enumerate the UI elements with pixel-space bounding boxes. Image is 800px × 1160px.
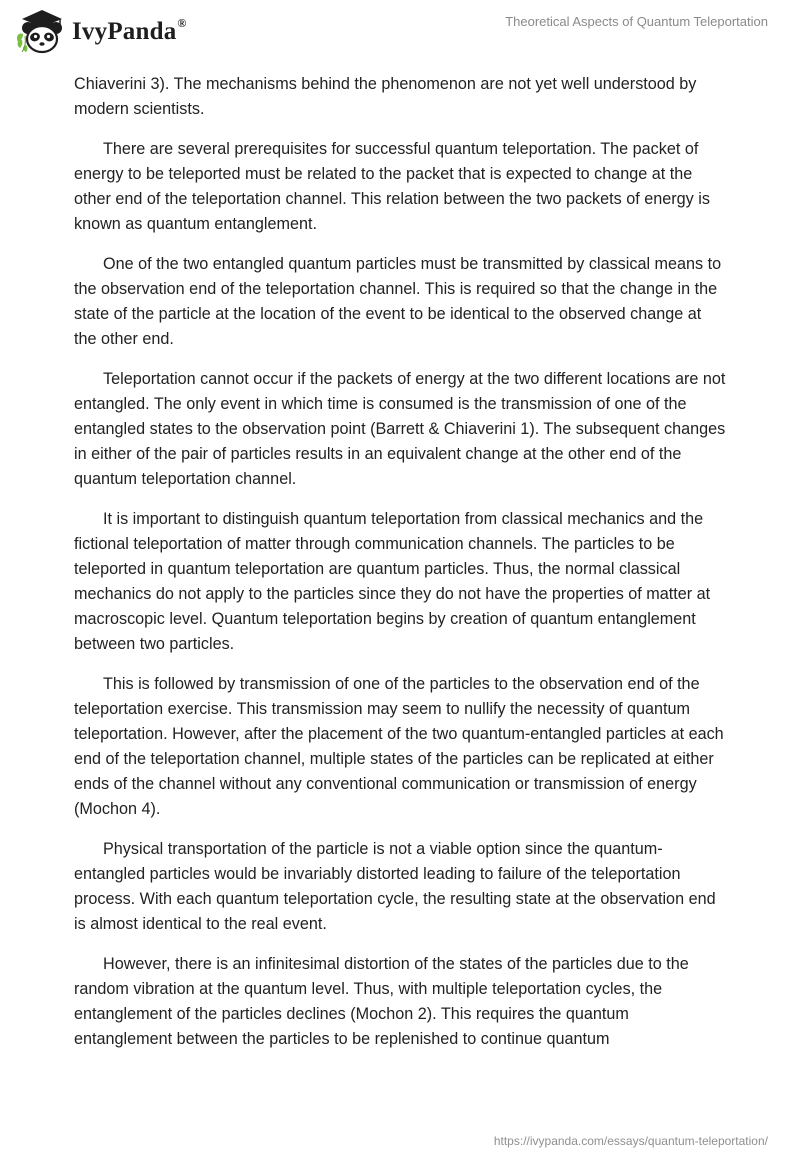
paragraph: Chiaverini 3). The mechanisms behind the phenomenon are not yet well understood by modern scientists. — [74, 75, 697, 118]
registered-mark: ® — [177, 16, 187, 30]
panda-graduate-icon — [14, 8, 68, 54]
paragraph: It is important to distinguish quantum teleportation from classical mechanics and the fictional teleportation of matter through communication channels. The particles to be teleported in quantum teleportation are quantum particles. Thus, the normal classical mechanics do not apply to the particles since they do not have the properties of matter at macroscopic level. Quantum teleportation begins by creation of quantum entanglement between two particles. — [74, 510, 711, 653]
paragraph: However, there is an infinitesimal distortion of the states of the particles due to the random vibration at the quantum level. Thus, with multiple teleportation cycles, the entanglement of the particles declines (Mochon 2). This requires the quantum entanglement between the particles to be replenished to continue quantum — [74, 955, 689, 1048]
brand-name-text: IvyPanda — [72, 18, 177, 45]
essay-body — [74, 72, 728, 1067]
page-header — [0, 0, 800, 70]
paragraph: There are several prerequisites for successful quantum teleportation. The packet of energy to be teleported must be related to the packet that is expected to change at the other end of the teleportation channel. This relation between the two packets of energy is known as quantum entanglement. — [74, 140, 710, 233]
paragraph: This is followed by transmission of one of the particles to the observation end of the teleportation exercise. This transmission may seem to nullify the necessity of quantum teleportation. However, after the placement of the two quantum-entangled particles at each end of the teleportation channel, multiple states of the particles can be replicated at either ends of the channel without any conventional communication or transmission of energy (Mochon 4). — [74, 675, 724, 818]
paragraph: Physical transportation of the particle is not a viable option since the quantum-entangled particles would be invariably distorted leading to failure of the teleportation process. With each quantum teleportation cycle, the resulting state at the observation end is almost identical to the real event. — [74, 840, 716, 933]
document-title: Theoretical Aspects of Quantum Teleportation — [505, 14, 768, 29]
paragraph: Teleportation cannot occur if the packets of energy at the two different locations are not entangled. The only event in which time is consumed is the transmission of one of the entangled states to the observation point (Barrett & Chiaverini 1). The subsequent changes in either of the pair of particles results in an equivalent change at the other end of the quantum teleportation channel. — [74, 370, 726, 488]
source-url-link[interactable]: https://ivypanda.com/essays/quantum-teleportation/ — [493, 1134, 768, 1148]
paragraph: One of the two entangled quantum particles must be transmitted by classical means to the observation end of the teleportation channel. This is required so that the change in the state of the particle at the location of the event to be identical to the observed change at the other end. — [74, 255, 722, 348]
ivypanda-logo[interactable] — [14, 8, 187, 54]
brand-name — [72, 18, 187, 46]
